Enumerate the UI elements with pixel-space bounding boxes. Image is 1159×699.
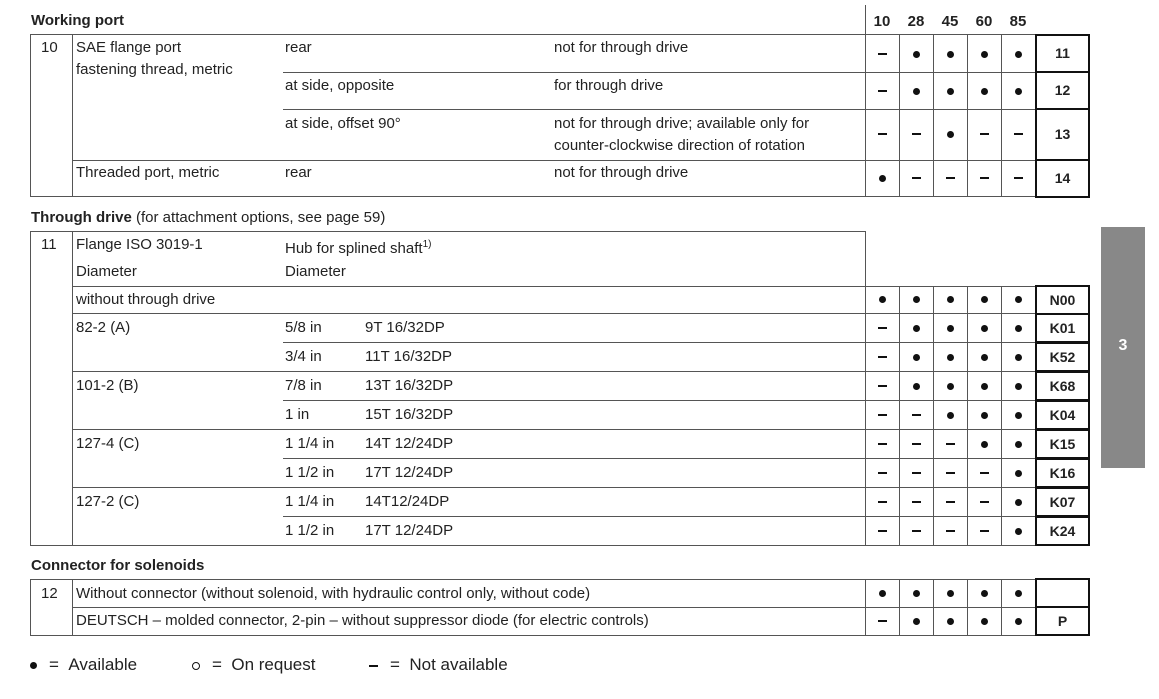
- not-available-dash-icon: [946, 472, 955, 474]
- hub-header: Hub for splined shaft$^{1)}$: [285, 239, 432, 257]
- available-dot-icon: [947, 618, 954, 625]
- not-available-dash-icon: [912, 472, 921, 474]
- working-port-number: 10: [41, 39, 58, 56]
- row-note: not for through drive: [554, 164, 689, 181]
- not-available-dash-icon: [878, 501, 887, 503]
- working-port-title: Working port: [31, 12, 125, 29]
- available-dot-icon: [1015, 51, 1022, 58]
- column-header-10: 10: [873, 13, 891, 30]
- order-code-K52: K52: [1035, 342, 1090, 372]
- not-available-dash-icon: [912, 414, 921, 416]
- available-dot-icon: [1015, 325, 1022, 332]
- order-code-N00: N00: [1035, 285, 1090, 315]
- spline-spec: 17T 12/24DP: [365, 522, 454, 539]
- hub-diameter: 1 1/4 in: [285, 435, 335, 452]
- available-dot-icon: [1015, 590, 1022, 597]
- order-code-K04: K04: [1035, 400, 1090, 430]
- not-available-dash-icon: [912, 133, 921, 135]
- column-header-60: 60: [975, 13, 993, 30]
- available-dot-icon: [913, 590, 920, 597]
- available-dot-icon: [913, 51, 920, 58]
- hub-diameter: 1 1/2 in: [285, 522, 335, 539]
- on-request-symbol-icon: [192, 662, 200, 670]
- hub-diameter: 1 1/2 in: [285, 464, 335, 481]
- available-dot-icon: [1015, 296, 1022, 303]
- through-drive-title: Through drive (for attachment options, see page 59): [31, 209, 386, 226]
- through-drive-note: (for attachment options, see page 59): [136, 209, 386, 226]
- flange-diameter-header: Diameter: [76, 263, 137, 280]
- order-code-13: 13: [1035, 108, 1090, 161]
- not-available-dash-icon: [878, 53, 887, 55]
- chapter-tab: 3: [1101, 227, 1145, 468]
- not-available-dash-icon: [878, 385, 887, 387]
- not-available-dash-icon: [878, 472, 887, 474]
- not-available-dash-icon: [946, 501, 955, 503]
- row-position: at side, offset 90°: [285, 115, 401, 132]
- available-dot-icon: [947, 383, 954, 390]
- available-dot-icon: [981, 590, 988, 597]
- hub-diameter: 5/8 in: [285, 319, 322, 336]
- not-available-dash-icon: [878, 530, 887, 532]
- row-type: Threaded port, metric: [76, 164, 220, 181]
- available-dot-icon: [981, 296, 988, 303]
- available-dot-icon: [1015, 499, 1022, 506]
- available-dot-icon: [879, 296, 886, 303]
- row-position: rear: [285, 164, 312, 181]
- connector-option: DEUTSCH – molded connector, 2-pin – without suppressor diode (for electric controls): [76, 612, 649, 629]
- connector-title: Connector for solenoids: [31, 557, 205, 574]
- available-dot-icon: [947, 88, 954, 95]
- available-dot-icon: [981, 88, 988, 95]
- available-dot-icon: [981, 412, 988, 419]
- not-available-dash-icon: [980, 530, 989, 532]
- not-available-dash-icon: [1014, 177, 1023, 179]
- not-available-dash-icon: [912, 443, 921, 445]
- not-available-dash-icon: [980, 177, 989, 179]
- not-available-dash-icon: [1014, 133, 1023, 135]
- available-dot-icon: [1015, 470, 1022, 477]
- hub-diameter-header: Diameter: [285, 263, 346, 280]
- not-available-dash-icon: [878, 327, 887, 329]
- not-available-dash-icon: [912, 177, 921, 179]
- legend-on-request: = On request: [192, 655, 315, 675]
- row-type-line2: fastening thread, metric: [76, 61, 233, 78]
- spline-spec: 17T 12/24DP: [365, 464, 454, 481]
- order-code-P: P: [1035, 606, 1090, 636]
- spline-spec: 14T 12/24DP: [365, 435, 454, 452]
- legend-available: = Available: [30, 655, 137, 675]
- available-dot-icon: [1015, 354, 1022, 361]
- not-available-dash-icon: [980, 472, 989, 474]
- row-type: SAE flange port: [76, 39, 182, 56]
- without-through-drive-label: without through drive: [76, 291, 216, 308]
- order-code-K01: K01: [1035, 313, 1090, 343]
- not-available-dash-icon: [878, 356, 887, 358]
- spline-spec: 11T 16/32DP: [365, 348, 453, 365]
- row-note: not for through drive: [554, 39, 689, 56]
- not-available-dash-icon: [912, 501, 921, 503]
- order-code-K15: K15: [1035, 429, 1090, 459]
- column-header-28: 28: [907, 13, 925, 30]
- spline-spec: 9T 16/32DP: [365, 319, 445, 336]
- order-code-empty: [1035, 578, 1090, 608]
- available-dot-icon: [913, 383, 920, 390]
- legend-not-available: = Not available: [369, 655, 508, 675]
- order-code-K07: K07: [1035, 487, 1090, 517]
- available-dot-icon: [913, 325, 920, 332]
- available-dot-icon: [1015, 88, 1022, 95]
- available-dot-icon: [913, 88, 920, 95]
- available-dot-icon: [981, 618, 988, 625]
- not-available-dash-icon: [912, 530, 921, 532]
- spline-spec: 13T 16/32DP: [365, 377, 454, 394]
- available-dot-icon: [1015, 618, 1022, 625]
- order-code-K16: K16: [1035, 458, 1090, 488]
- not-available-dash-icon: [946, 443, 955, 445]
- available-dot-icon: [947, 590, 954, 597]
- connector-option: Without connector (without solenoid, with hydraulic control only, without code): [76, 585, 591, 602]
- available-dot-icon: [947, 51, 954, 58]
- row-note: not for through drive; available only for: [554, 115, 810, 132]
- flange-size: 127-2 (C): [76, 493, 140, 510]
- available-dot-icon: [879, 175, 886, 182]
- footnote-marker: 1): [422, 239, 432, 250]
- hub-diameter: 1 1/4 in: [285, 493, 335, 510]
- available-dot-icon: [913, 296, 920, 303]
- row-position: at side, opposite: [285, 77, 395, 94]
- flange-size: 127-4 (C): [76, 435, 140, 452]
- available-dot-icon: [913, 618, 920, 625]
- order-code-14: 14: [1035, 159, 1090, 198]
- available-dot-icon: [981, 441, 988, 448]
- available-dot-icon: [947, 296, 954, 303]
- connector-number: 12: [41, 585, 58, 602]
- available-dot-icon: [981, 354, 988, 361]
- order-code-12: 12: [1035, 71, 1090, 110]
- available-dot-icon: [947, 412, 954, 419]
- available-dot-icon: [913, 354, 920, 361]
- not-available-dash-icon: [878, 90, 887, 92]
- not-available-dash-icon: [980, 501, 989, 503]
- available-dot-icon: [947, 325, 954, 332]
- order-code-K24: K24: [1035, 516, 1090, 546]
- spline-spec: 14T12/24DP: [365, 493, 450, 510]
- order-code-K68: K68: [1035, 371, 1090, 401]
- available-dot-icon: [1015, 412, 1022, 419]
- row-position: rear: [285, 39, 312, 56]
- not-available-dash-icon: [946, 177, 955, 179]
- available-dot-icon: [981, 325, 988, 332]
- column-header-45: 45: [941, 13, 959, 30]
- flange-size: 101-2 (B): [76, 377, 139, 394]
- row-note: for through drive: [554, 77, 664, 94]
- not-available-dash-icon: [878, 620, 887, 622]
- available-dot-icon: [1015, 528, 1022, 535]
- hub-diameter: 1 in: [285, 406, 310, 423]
- flange-size: 82-2 (A): [76, 319, 131, 336]
- order-code-11: 11: [1035, 34, 1090, 73]
- available-dot-icon: [879, 590, 886, 597]
- through-drive-number: 11: [41, 236, 57, 253]
- not-available-symbol-icon: [369, 665, 378, 667]
- not-available-dash-icon: [878, 414, 887, 416]
- column-header-85: 85: [1009, 13, 1027, 30]
- hub-diameter: 7/8 in: [285, 377, 322, 394]
- not-available-dash-icon: [878, 133, 887, 135]
- spline-spec: 15T 16/32DP: [365, 406, 454, 423]
- not-available-dash-icon: [980, 133, 989, 135]
- available-symbol-icon: [30, 662, 37, 669]
- available-dot-icon: [947, 131, 954, 138]
- not-available-dash-icon: [946, 530, 955, 532]
- available-dot-icon: [947, 354, 954, 361]
- flange-header: Flange ISO 3019-1: [76, 236, 203, 253]
- available-dot-icon: [981, 383, 988, 390]
- available-dot-icon: [981, 51, 988, 58]
- available-dot-icon: [1015, 441, 1022, 448]
- hub-diameter: 3/4 in: [285, 348, 322, 365]
- not-available-dash-icon: [878, 443, 887, 445]
- row-note-line2: counter-clockwise direction of rotation: [554, 137, 805, 154]
- available-dot-icon: [1015, 383, 1022, 390]
